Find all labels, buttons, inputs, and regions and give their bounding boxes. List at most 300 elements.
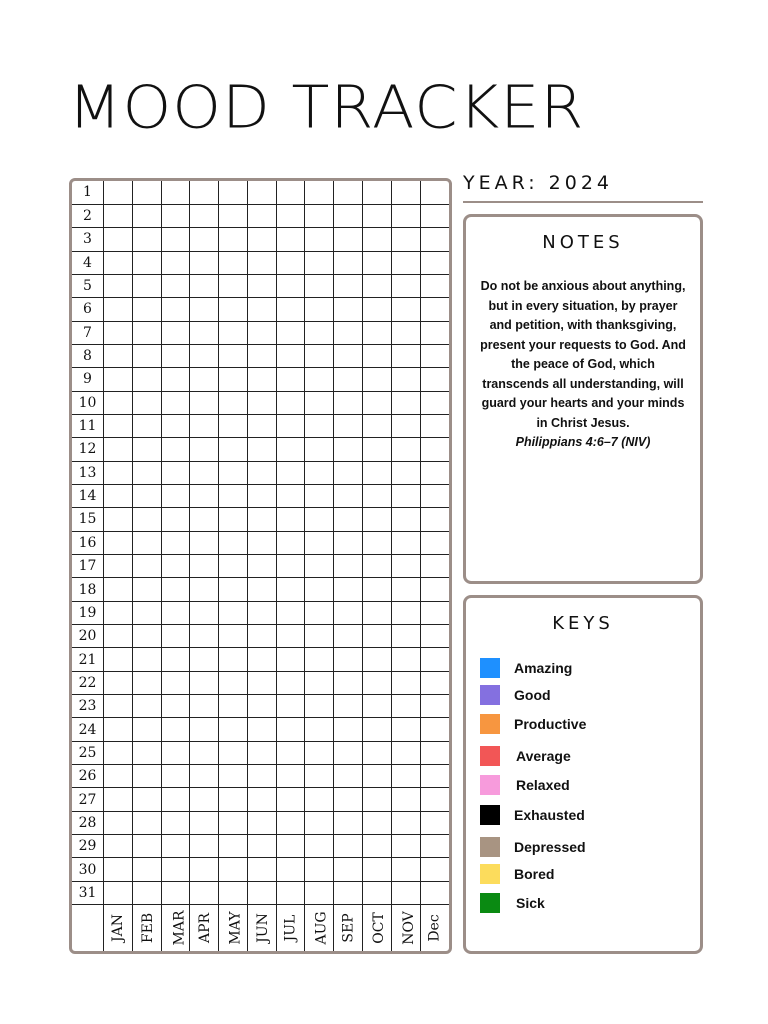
mood-cell[interactable] bbox=[363, 881, 392, 904]
mood-cell[interactable] bbox=[247, 578, 276, 601]
mood-cell[interactable] bbox=[219, 625, 248, 648]
mood-cell[interactable] bbox=[276, 298, 305, 321]
mood-cell[interactable] bbox=[161, 414, 190, 437]
mood-cell[interactable] bbox=[420, 601, 449, 624]
mood-cell[interactable] bbox=[334, 671, 363, 694]
mood-cell[interactable] bbox=[104, 414, 133, 437]
mood-cell[interactable] bbox=[247, 718, 276, 741]
mood-cell[interactable] bbox=[391, 648, 420, 671]
mood-cell[interactable] bbox=[190, 321, 219, 344]
mood-cell[interactable] bbox=[305, 555, 334, 578]
mood-cell[interactable] bbox=[190, 344, 219, 367]
mood-cell[interactable] bbox=[420, 321, 449, 344]
mood-cell[interactable] bbox=[161, 555, 190, 578]
mood-cell[interactable] bbox=[161, 344, 190, 367]
mood-cell[interactable] bbox=[190, 414, 219, 437]
mood-cell[interactable] bbox=[104, 391, 133, 414]
mood-cell[interactable] bbox=[420, 741, 449, 764]
mood-cell[interactable] bbox=[363, 484, 392, 507]
mood-cell[interactable] bbox=[363, 625, 392, 648]
mood-cell[interactable] bbox=[305, 765, 334, 788]
mood-cell[interactable] bbox=[104, 531, 133, 554]
mood-cell[interactable] bbox=[104, 811, 133, 834]
mood-cell[interactable] bbox=[219, 228, 248, 251]
mood-cell[interactable] bbox=[132, 508, 161, 531]
mood-cell[interactable] bbox=[420, 881, 449, 904]
mood-cell[interactable] bbox=[391, 438, 420, 461]
mood-cell[interactable] bbox=[132, 881, 161, 904]
mood-cell[interactable] bbox=[247, 858, 276, 881]
mood-cell[interactable] bbox=[276, 718, 305, 741]
mood-cell[interactable] bbox=[132, 368, 161, 391]
mood-cell[interactable] bbox=[276, 601, 305, 624]
mood-cell[interactable] bbox=[104, 555, 133, 578]
mood-cell[interactable] bbox=[132, 695, 161, 718]
mood-cell[interactable] bbox=[132, 835, 161, 858]
mood-cell[interactable] bbox=[334, 881, 363, 904]
mood-cell[interactable] bbox=[190, 601, 219, 624]
mood-cell[interactable] bbox=[334, 718, 363, 741]
mood-cell[interactable] bbox=[247, 531, 276, 554]
mood-cell[interactable] bbox=[305, 484, 334, 507]
mood-cell[interactable] bbox=[363, 391, 392, 414]
mood-cell[interactable] bbox=[334, 414, 363, 437]
mood-cell[interactable] bbox=[391, 555, 420, 578]
mood-cell[interactable] bbox=[190, 368, 219, 391]
mood-cell[interactable] bbox=[219, 251, 248, 274]
mood-cell[interactable] bbox=[132, 461, 161, 484]
mood-cell[interactable] bbox=[132, 438, 161, 461]
mood-cell[interactable] bbox=[219, 741, 248, 764]
mood-cell[interactable] bbox=[305, 788, 334, 811]
mood-cell[interactable] bbox=[132, 484, 161, 507]
mood-cell[interactable] bbox=[161, 788, 190, 811]
mood-cell[interactable] bbox=[305, 695, 334, 718]
mood-cell[interactable] bbox=[161, 251, 190, 274]
mood-cell[interactable] bbox=[104, 648, 133, 671]
mood-cell[interactable] bbox=[219, 368, 248, 391]
mood-cell[interactable] bbox=[305, 251, 334, 274]
mood-cell[interactable] bbox=[305, 648, 334, 671]
mood-cell[interactable] bbox=[334, 508, 363, 531]
mood-cell[interactable] bbox=[219, 601, 248, 624]
mood-cell[interactable] bbox=[420, 251, 449, 274]
mood-cell[interactable] bbox=[190, 298, 219, 321]
mood-cell[interactable] bbox=[104, 671, 133, 694]
mood-cell[interactable] bbox=[161, 368, 190, 391]
mood-cell[interactable] bbox=[190, 204, 219, 227]
mood-cell[interactable] bbox=[276, 695, 305, 718]
mood-cell[interactable] bbox=[334, 695, 363, 718]
mood-cell[interactable] bbox=[391, 414, 420, 437]
mood-cell[interactable] bbox=[161, 484, 190, 507]
mood-cell[interactable] bbox=[219, 835, 248, 858]
mood-cell[interactable] bbox=[219, 508, 248, 531]
mood-cell[interactable] bbox=[161, 181, 190, 204]
mood-cell[interactable] bbox=[391, 344, 420, 367]
mood-cell[interactable] bbox=[161, 811, 190, 834]
mood-cell[interactable] bbox=[104, 298, 133, 321]
mood-cell[interactable] bbox=[420, 298, 449, 321]
mood-cell[interactable] bbox=[219, 788, 248, 811]
mood-cell[interactable] bbox=[132, 811, 161, 834]
mood-cell[interactable] bbox=[334, 625, 363, 648]
mood-cell[interactable] bbox=[420, 625, 449, 648]
mood-cell[interactable] bbox=[391, 251, 420, 274]
mood-cell[interactable] bbox=[391, 508, 420, 531]
mood-cell[interactable] bbox=[363, 461, 392, 484]
mood-cell[interactable] bbox=[161, 391, 190, 414]
mood-cell[interactable] bbox=[276, 344, 305, 367]
mood-cell[interactable] bbox=[190, 531, 219, 554]
mood-cell[interactable] bbox=[132, 531, 161, 554]
mood-cell[interactable] bbox=[334, 298, 363, 321]
mood-cell[interactable] bbox=[247, 695, 276, 718]
mood-cell[interactable] bbox=[363, 765, 392, 788]
mood-cell[interactable] bbox=[305, 531, 334, 554]
mood-cell[interactable] bbox=[420, 274, 449, 297]
mood-cell[interactable] bbox=[391, 858, 420, 881]
mood-cell[interactable] bbox=[420, 181, 449, 204]
mood-cell[interactable] bbox=[391, 625, 420, 648]
mood-cell[interactable] bbox=[247, 601, 276, 624]
mood-cell[interactable] bbox=[219, 718, 248, 741]
mood-cell[interactable] bbox=[276, 788, 305, 811]
mood-cell[interactable] bbox=[219, 671, 248, 694]
mood-cell[interactable] bbox=[161, 228, 190, 251]
mood-cell[interactable] bbox=[420, 835, 449, 858]
mood-cell[interactable] bbox=[391, 765, 420, 788]
mood-cell[interactable] bbox=[219, 484, 248, 507]
mood-cell[interactable] bbox=[219, 344, 248, 367]
mood-cell[interactable] bbox=[420, 484, 449, 507]
mood-cell[interactable] bbox=[276, 414, 305, 437]
mood-cell[interactable] bbox=[219, 695, 248, 718]
mood-cell[interactable] bbox=[334, 788, 363, 811]
mood-cell[interactable] bbox=[363, 555, 392, 578]
mood-cell[interactable] bbox=[247, 881, 276, 904]
mood-cell[interactable] bbox=[334, 438, 363, 461]
mood-cell[interactable] bbox=[276, 578, 305, 601]
mood-cell[interactable] bbox=[219, 578, 248, 601]
mood-cell[interactable] bbox=[104, 228, 133, 251]
mood-cell[interactable] bbox=[132, 625, 161, 648]
mood-cell[interactable] bbox=[420, 228, 449, 251]
mood-cell[interactable] bbox=[305, 438, 334, 461]
mood-cell[interactable] bbox=[190, 461, 219, 484]
mood-cell[interactable] bbox=[132, 601, 161, 624]
mood-cell[interactable] bbox=[420, 811, 449, 834]
mood-cell[interactable] bbox=[420, 391, 449, 414]
mood-cell[interactable] bbox=[305, 204, 334, 227]
mood-cell[interactable] bbox=[334, 741, 363, 764]
mood-cell[interactable] bbox=[276, 181, 305, 204]
mood-cell[interactable] bbox=[190, 555, 219, 578]
mood-cell[interactable] bbox=[334, 484, 363, 507]
mood-cell[interactable] bbox=[161, 765, 190, 788]
mood-cell[interactable] bbox=[420, 531, 449, 554]
mood-cell[interactable] bbox=[305, 578, 334, 601]
mood-cell[interactable] bbox=[363, 601, 392, 624]
mood-cell[interactable] bbox=[190, 858, 219, 881]
mood-cell[interactable] bbox=[391, 788, 420, 811]
mood-cell[interactable] bbox=[363, 508, 392, 531]
mood-cell[interactable] bbox=[334, 835, 363, 858]
mood-cell[interactable] bbox=[391, 671, 420, 694]
mood-cell[interactable] bbox=[391, 274, 420, 297]
mood-cell[interactable] bbox=[334, 461, 363, 484]
mood-cell[interactable] bbox=[247, 274, 276, 297]
mood-cell[interactable] bbox=[276, 274, 305, 297]
mood-cell[interactable] bbox=[334, 578, 363, 601]
mood-cell[interactable] bbox=[104, 344, 133, 367]
mood-cell[interactable] bbox=[276, 368, 305, 391]
mood-cell[interactable] bbox=[190, 625, 219, 648]
mood-cell[interactable] bbox=[132, 344, 161, 367]
mood-cell[interactable] bbox=[305, 368, 334, 391]
mood-cell[interactable] bbox=[132, 181, 161, 204]
mood-cell[interactable] bbox=[161, 718, 190, 741]
mood-cell[interactable] bbox=[247, 788, 276, 811]
mood-cell[interactable] bbox=[190, 811, 219, 834]
mood-cell[interactable] bbox=[190, 648, 219, 671]
mood-cell[interactable] bbox=[190, 881, 219, 904]
mood-cell[interactable] bbox=[190, 181, 219, 204]
mood-cell[interactable] bbox=[363, 695, 392, 718]
mood-cell[interactable] bbox=[132, 788, 161, 811]
mood-cell[interactable] bbox=[104, 508, 133, 531]
mood-cell[interactable] bbox=[219, 298, 248, 321]
mood-cell[interactable] bbox=[391, 321, 420, 344]
mood-cell[interactable] bbox=[190, 508, 219, 531]
mood-cell[interactable] bbox=[190, 671, 219, 694]
mood-cell[interactable] bbox=[363, 718, 392, 741]
mood-cell[interactable] bbox=[104, 461, 133, 484]
mood-cell[interactable] bbox=[334, 765, 363, 788]
mood-cell[interactable] bbox=[334, 204, 363, 227]
mood-cell[interactable] bbox=[104, 484, 133, 507]
mood-cell[interactable] bbox=[104, 438, 133, 461]
mood-cell[interactable] bbox=[391, 811, 420, 834]
mood-cell[interactable] bbox=[420, 788, 449, 811]
mood-cell[interactable] bbox=[161, 741, 190, 764]
mood-cell[interactable] bbox=[276, 391, 305, 414]
mood-cell[interactable] bbox=[363, 344, 392, 367]
mood-cell[interactable] bbox=[247, 414, 276, 437]
mood-cell[interactable] bbox=[305, 718, 334, 741]
mood-cell[interactable] bbox=[104, 181, 133, 204]
mood-cell[interactable] bbox=[363, 204, 392, 227]
mood-cell[interactable] bbox=[391, 461, 420, 484]
mood-cell[interactable] bbox=[219, 648, 248, 671]
mood-cell[interactable] bbox=[391, 368, 420, 391]
mood-cell[interactable] bbox=[363, 741, 392, 764]
mood-cell[interactable] bbox=[219, 414, 248, 437]
mood-cell[interactable] bbox=[104, 835, 133, 858]
mood-cell[interactable] bbox=[247, 438, 276, 461]
mood-cell[interactable] bbox=[276, 835, 305, 858]
mood-cell[interactable] bbox=[104, 601, 133, 624]
mood-cell[interactable] bbox=[420, 461, 449, 484]
mood-cell[interactable] bbox=[305, 228, 334, 251]
mood-cell[interactable] bbox=[132, 671, 161, 694]
mood-cell[interactable] bbox=[247, 765, 276, 788]
mood-cell[interactable] bbox=[334, 344, 363, 367]
mood-cell[interactable] bbox=[334, 368, 363, 391]
mood-cell[interactable] bbox=[132, 391, 161, 414]
mood-cell[interactable] bbox=[363, 321, 392, 344]
mood-cell[interactable] bbox=[420, 578, 449, 601]
mood-cell[interactable] bbox=[363, 858, 392, 881]
mood-cell[interactable] bbox=[190, 228, 219, 251]
mood-cell[interactable] bbox=[161, 274, 190, 297]
mood-cell[interactable] bbox=[219, 274, 248, 297]
mood-cell[interactable] bbox=[276, 531, 305, 554]
mood-cell[interactable] bbox=[190, 274, 219, 297]
mood-cell[interactable] bbox=[420, 695, 449, 718]
mood-cell[interactable] bbox=[391, 601, 420, 624]
mood-cell[interactable] bbox=[104, 251, 133, 274]
mood-cell[interactable] bbox=[219, 181, 248, 204]
mood-cell[interactable] bbox=[132, 578, 161, 601]
mood-cell[interactable] bbox=[190, 741, 219, 764]
mood-cell[interactable] bbox=[104, 368, 133, 391]
mood-cell[interactable] bbox=[161, 858, 190, 881]
mood-cell[interactable] bbox=[305, 321, 334, 344]
mood-cell[interactable] bbox=[363, 531, 392, 554]
mood-cell[interactable] bbox=[247, 835, 276, 858]
mood-cell[interactable] bbox=[334, 228, 363, 251]
mood-cell[interactable] bbox=[363, 788, 392, 811]
mood-cell[interactable] bbox=[247, 625, 276, 648]
mood-cell[interactable] bbox=[190, 718, 219, 741]
mood-cell[interactable] bbox=[247, 484, 276, 507]
mood-cell[interactable] bbox=[420, 368, 449, 391]
mood-cell[interactable] bbox=[104, 788, 133, 811]
mood-cell[interactable] bbox=[132, 204, 161, 227]
mood-cell[interactable] bbox=[161, 625, 190, 648]
mood-cell[interactable] bbox=[219, 204, 248, 227]
mood-cell[interactable] bbox=[161, 298, 190, 321]
mood-cell[interactable] bbox=[161, 204, 190, 227]
mood-cell[interactable] bbox=[391, 718, 420, 741]
mood-cell[interactable] bbox=[190, 484, 219, 507]
mood-cell[interactable] bbox=[276, 765, 305, 788]
mood-cell[interactable] bbox=[247, 251, 276, 274]
mood-cell[interactable] bbox=[276, 508, 305, 531]
mood-cell[interactable] bbox=[219, 391, 248, 414]
mood-cell[interactable] bbox=[161, 438, 190, 461]
mood-cell[interactable] bbox=[276, 858, 305, 881]
mood-cell[interactable] bbox=[247, 368, 276, 391]
mood-cell[interactable] bbox=[190, 251, 219, 274]
mood-cell[interactable] bbox=[190, 765, 219, 788]
mood-cell[interactable] bbox=[161, 881, 190, 904]
mood-cell[interactable] bbox=[334, 531, 363, 554]
mood-cell[interactable] bbox=[276, 811, 305, 834]
mood-cell[interactable] bbox=[104, 625, 133, 648]
mood-cell[interactable] bbox=[247, 321, 276, 344]
mood-cell[interactable] bbox=[104, 858, 133, 881]
mood-cell[interactable] bbox=[219, 555, 248, 578]
mood-cell[interactable] bbox=[420, 438, 449, 461]
mood-cell[interactable] bbox=[247, 461, 276, 484]
mood-cell[interactable] bbox=[219, 765, 248, 788]
mood-cell[interactable] bbox=[104, 718, 133, 741]
mood-cell[interactable] bbox=[391, 391, 420, 414]
mood-cell[interactable] bbox=[247, 741, 276, 764]
mood-cell[interactable] bbox=[190, 438, 219, 461]
mood-cell[interactable] bbox=[132, 251, 161, 274]
mood-cell[interactable] bbox=[190, 578, 219, 601]
mood-cell[interactable] bbox=[161, 461, 190, 484]
mood-cell[interactable] bbox=[104, 578, 133, 601]
mood-cell[interactable] bbox=[420, 648, 449, 671]
mood-cell[interactable] bbox=[190, 788, 219, 811]
mood-cell[interactable] bbox=[420, 555, 449, 578]
mood-cell[interactable] bbox=[391, 578, 420, 601]
mood-cell[interactable] bbox=[161, 671, 190, 694]
mood-cell[interactable] bbox=[132, 765, 161, 788]
mood-cell[interactable] bbox=[104, 204, 133, 227]
mood-cell[interactable] bbox=[363, 228, 392, 251]
mood-cell[interactable] bbox=[247, 298, 276, 321]
mood-cell[interactable] bbox=[104, 741, 133, 764]
mood-cell[interactable] bbox=[104, 274, 133, 297]
mood-cell[interactable] bbox=[305, 835, 334, 858]
mood-cell[interactable] bbox=[276, 555, 305, 578]
mood-cell[interactable] bbox=[363, 368, 392, 391]
mood-cell[interactable] bbox=[420, 765, 449, 788]
mood-cell[interactable] bbox=[132, 298, 161, 321]
mood-cell[interactable] bbox=[391, 204, 420, 227]
mood-cell[interactable] bbox=[334, 555, 363, 578]
mood-cell[interactable] bbox=[247, 181, 276, 204]
mood-cell[interactable] bbox=[219, 858, 248, 881]
mood-cell[interactable] bbox=[305, 671, 334, 694]
mood-cell[interactable] bbox=[363, 811, 392, 834]
mood-cell[interactable] bbox=[276, 648, 305, 671]
mood-cell[interactable] bbox=[161, 695, 190, 718]
mood-cell[interactable] bbox=[363, 648, 392, 671]
mood-cell[interactable] bbox=[420, 414, 449, 437]
mood-cell[interactable] bbox=[305, 391, 334, 414]
mood-cell[interactable] bbox=[363, 181, 392, 204]
mood-cell[interactable] bbox=[391, 181, 420, 204]
mood-cell[interactable] bbox=[190, 835, 219, 858]
mood-cell[interactable] bbox=[391, 695, 420, 718]
mood-cell[interactable] bbox=[305, 274, 334, 297]
mood-cell[interactable] bbox=[391, 298, 420, 321]
mood-cell[interactable] bbox=[305, 414, 334, 437]
mood-cell[interactable] bbox=[305, 881, 334, 904]
mood-cell[interactable] bbox=[363, 274, 392, 297]
mood-cell[interactable] bbox=[305, 508, 334, 531]
mood-cell[interactable] bbox=[420, 344, 449, 367]
mood-cell[interactable] bbox=[305, 461, 334, 484]
mood-cell[interactable] bbox=[305, 181, 334, 204]
mood-cell[interactable] bbox=[219, 461, 248, 484]
mood-cell[interactable] bbox=[132, 228, 161, 251]
mood-cell[interactable] bbox=[219, 531, 248, 554]
mood-cell[interactable] bbox=[219, 438, 248, 461]
mood-cell[interactable] bbox=[161, 648, 190, 671]
mood-cell[interactable] bbox=[363, 438, 392, 461]
mood-cell[interactable] bbox=[420, 508, 449, 531]
mood-cell[interactable] bbox=[334, 811, 363, 834]
mood-cell[interactable] bbox=[420, 718, 449, 741]
mood-cell[interactable] bbox=[219, 881, 248, 904]
